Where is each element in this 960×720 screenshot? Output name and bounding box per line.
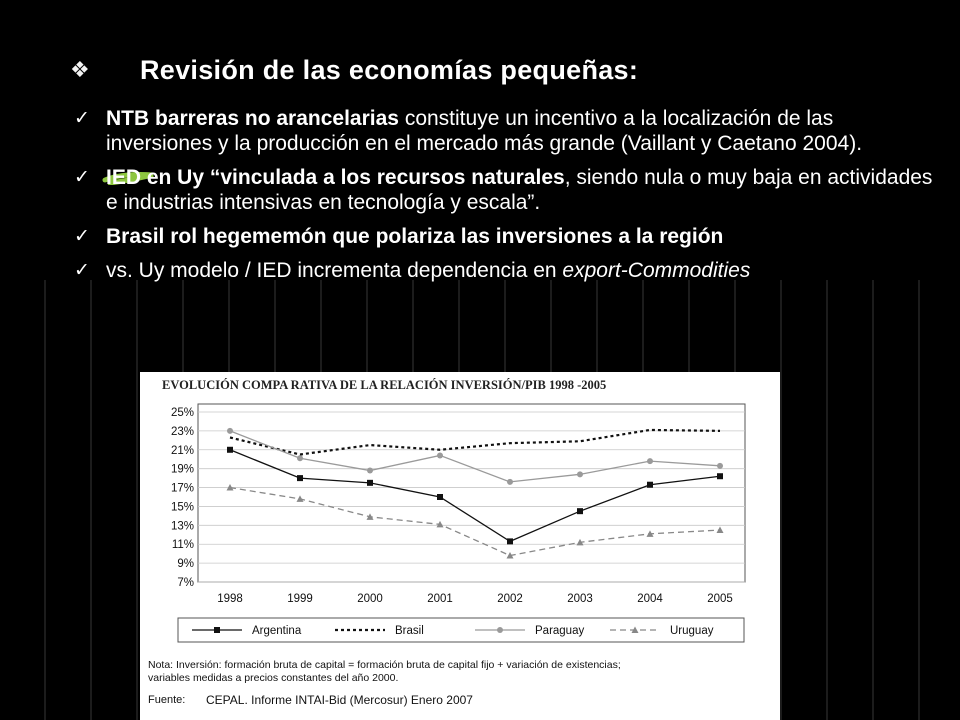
y-tick-label: 13% — [170, 520, 194, 533]
x-tick-label: 2004 — [637, 593, 663, 605]
x-tick-label: 2000 — [357, 593, 383, 605]
data-point — [507, 479, 513, 485]
bullet-bold: Brasil rol hegememón que polariza las inversiones a la región — [106, 225, 724, 248]
slide-title: Revisión de las economías pequeñas: — [140, 55, 639, 85]
data-point — [717, 473, 723, 479]
data-point — [297, 475, 303, 481]
investment-chart-figure — [140, 372, 780, 720]
legend-label: Paraguay — [535, 625, 585, 637]
data-point — [297, 495, 304, 502]
series-line — [230, 431, 720, 482]
series-brasil — [230, 430, 720, 455]
bullet-text: , siendo nula o muy baja en actividades e industrias intensivas en tecnología y escala”. — [106, 166, 933, 214]
figure-note-line2: variables medidas a precios constantes del año 2000. — [148, 672, 399, 684]
legend-label: Argentina — [252, 625, 302, 637]
legend-item — [335, 625, 424, 637]
y-tick-label: 25% — [170, 407, 194, 419]
y-tick-label: 19% — [170, 463, 194, 476]
figure-note-line1: Nota: Inversión: formación bruta de capital = formación bruta de capital fijo + variación de existencias; — [148, 659, 621, 671]
y-tick-label: 15% — [170, 501, 194, 514]
data-point — [367, 468, 373, 474]
bullet-text: vs. Uy modelo / IED incrementa dependencia en — [106, 259, 563, 282]
diamond-bullet-icon: ❖ — [70, 58, 90, 83]
bullet-bold: NTB barreras no arancelarias — [106, 107, 399, 130]
data-point — [227, 428, 233, 434]
x-tick-label: 2005 — [707, 593, 733, 605]
y-tick-label: 7% — [177, 577, 194, 589]
figure-source-label: Fuente: — [148, 694, 186, 706]
data-point — [577, 508, 583, 514]
series-uruguay — [227, 484, 724, 559]
y-tick-label: 17% — [170, 482, 194, 495]
data-point — [507, 538, 513, 544]
x-tick-label: 2002 — [497, 593, 523, 605]
bullet-text: constituye un incentivo a la localización de las inversiones y la producción en el mercado más grande (Vaillant y Caetano 2004). — [106, 107, 863, 155]
data-point — [437, 494, 443, 500]
checkmark-icon: ✓ — [74, 225, 90, 247]
figure-source-text: CEPAL. Informe INTAI-Bid (Mercosur) Enero 2007 — [206, 693, 473, 707]
legend-label: Uruguay — [670, 625, 714, 637]
data-point — [227, 447, 233, 453]
y-tick-label: 23% — [170, 425, 194, 438]
slide-title-row — [70, 55, 638, 86]
checkmark-icon: ✓ — [74, 259, 90, 281]
chart-title: EVOLUCIÓN COMPA RATIVA DE LA RELACIÓN INVERSIÓN/PIB 1998 -2005 — [162, 378, 607, 392]
data-point — [647, 482, 653, 488]
x-tick-label: 2003 — [567, 593, 593, 605]
data-point — [647, 458, 653, 464]
bullet-item — [74, 106, 944, 156]
bullet-item — [74, 224, 944, 249]
legend-item — [475, 625, 584, 637]
series-line — [230, 488, 720, 556]
data-point — [437, 452, 443, 458]
series-line — [230, 430, 720, 455]
x-tick-label: 1999 — [287, 593, 313, 605]
y-tick-label: 9% — [177, 558, 194, 571]
data-point — [214, 627, 220, 633]
data-point — [367, 480, 373, 486]
x-tick-label: 1998 — [217, 593, 243, 605]
y-tick-label: 21% — [170, 444, 194, 457]
data-point — [717, 463, 723, 469]
series-line — [230, 450, 720, 542]
bullet-bold: IED en Uy “vinculada a los recursos naturales — [106, 166, 565, 189]
line-chart — [140, 372, 780, 720]
bullet-list — [74, 106, 944, 292]
legend-label: Brasil — [395, 625, 424, 637]
data-point — [297, 455, 303, 461]
checkmark-icon: ✓ — [74, 166, 90, 188]
bullet-italic: export-Commodities — [562, 259, 751, 282]
data-point — [497, 627, 503, 633]
bullet-item — [74, 258, 944, 283]
data-point — [577, 471, 583, 477]
bullet-item — [74, 165, 944, 215]
legend-item — [610, 625, 714, 637]
data-point — [717, 527, 724, 534]
legend-item — [192, 625, 302, 637]
checkmark-icon: ✓ — [74, 107, 90, 129]
x-tick-label: 2001 — [427, 593, 453, 605]
y-tick-label: 11% — [171, 539, 194, 552]
